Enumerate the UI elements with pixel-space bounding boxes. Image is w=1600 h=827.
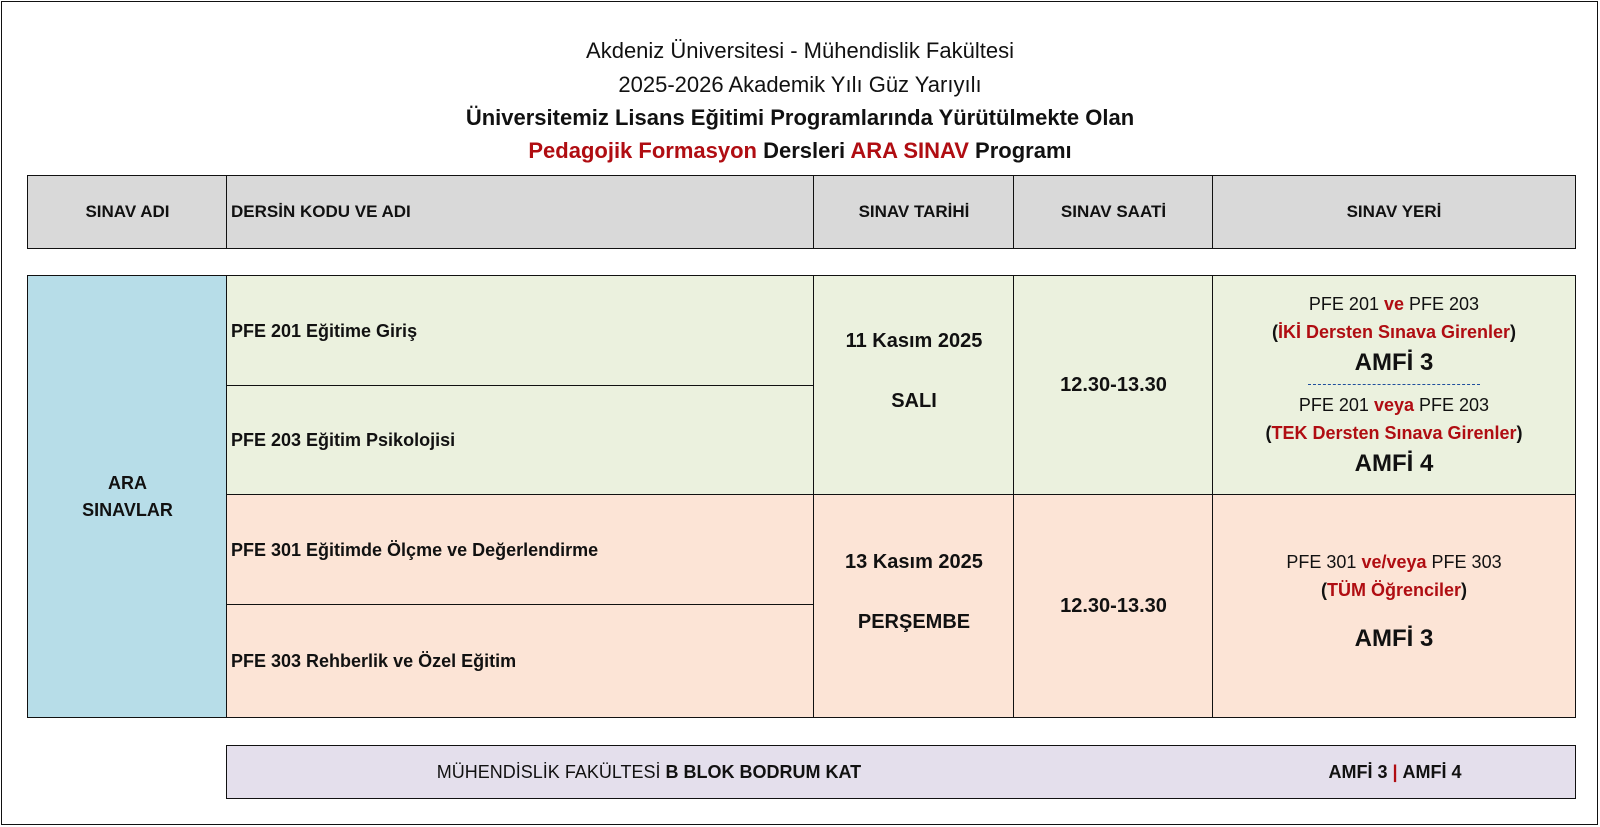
program-title-pedagogy: Pedagojik Formasyon: [528, 138, 757, 163]
course-pfe303: PFE 303 Rehberlik ve Özel Eğitim: [226, 604, 815, 718]
footer-bar: [226, 745, 1576, 799]
program-title-courses: Dersleri: [757, 138, 851, 163]
group1-date: 11 Kasım 2025: [845, 330, 983, 352]
exam-type-cell: [27, 275, 228, 718]
group1-loc-a-note: [1272, 318, 1516, 346]
loc-c-close-paren: ): [1461, 580, 1468, 600]
footer-room2: AMFİ 4: [1402, 761, 1462, 782]
header-date: SINAV TARİHİ: [813, 175, 1015, 249]
header-course: DERSİN KODU VE ADI: [226, 175, 815, 249]
exam-type-line2: SINAVLAR: [82, 499, 173, 520]
group2-date-cell: [813, 494, 1015, 718]
group2-date: 13 Kasım 2025: [845, 550, 983, 573]
loc-b-note-text: TEK Dersten Sınava Girenler: [1271, 423, 1517, 443]
group1-day: SALI: [891, 390, 937, 412]
group1-room-b: AMFİ 4: [1354, 450, 1434, 477]
program-title-program: Programı: [968, 138, 1072, 163]
university-title: Akdeniz Üniversitesi - Mühendislik Fakültesi: [586, 38, 1014, 63]
loc-c-conjunction: ve/veya: [1361, 552, 1427, 572]
header-place: SINAV YERİ: [1212, 175, 1576, 249]
loc-b-conjunction: veya: [1373, 395, 1415, 415]
loc-a-conjunction: ve: [1383, 294, 1405, 314]
program-title-exam: ARA SINAV: [850, 138, 969, 163]
group2-time: 12.30-13.30: [1060, 594, 1167, 617]
course-pfe203: PFE 203 Eğitim Psikolojisi: [226, 385, 815, 496]
header-time: SINAV SAATİ: [1013, 175, 1214, 249]
group2-loc-note: [1321, 576, 1467, 604]
program-title: [0, 138, 1600, 164]
group2-place-cell: [1212, 494, 1576, 718]
footer-separator: |: [1387, 761, 1403, 782]
group1-loc-b-courses: [1299, 391, 1489, 419]
footer-location: [227, 746, 1071, 798]
loc-a-course1: PFE 201: [1308, 294, 1379, 314]
loc-b-course1: PFE 201: [1298, 395, 1369, 415]
group1-room-a: AMFİ 3: [1354, 349, 1434, 376]
group1-date-cell: [813, 275, 1015, 496]
footer-rooms: [1213, 746, 1577, 798]
exam-type-line1: ARA: [108, 472, 147, 493]
group2-loc-courses: [1286, 548, 1501, 576]
group1-place-cell: [1212, 275, 1576, 496]
loc-b-open-paren: (: [1265, 423, 1272, 443]
header-exam-name: SINAV ADI: [27, 175, 228, 249]
loc-b-close-paren: ): [1516, 423, 1523, 443]
loc-a-open-paren: (: [1271, 322, 1278, 342]
footer-room1: AMFİ 3: [1328, 761, 1388, 782]
loc-c-course1: PFE 301: [1286, 552, 1357, 572]
group2-time-cell: [1013, 494, 1214, 718]
group1-time: 12.30-13.30: [1060, 374, 1167, 396]
loc-c-course2: PFE 303: [1431, 552, 1502, 572]
group2-room: AMFİ 3: [1354, 625, 1434, 652]
program-subtitle: Üniversitemiz Lisans Eğitimi Programlarında Yürütülmekte Olan: [465, 105, 1135, 130]
loc-a-close-paren: ): [1510, 322, 1517, 342]
course-pfe301: PFE 301 Eğitimde Ölçme ve Değerlendirme: [226, 494, 815, 606]
term-title: 2025-2026 Akademik Yılı Güz Yarıyılı: [618, 72, 982, 97]
dashed-divider: [1308, 384, 1480, 385]
loc-a-course2: PFE 203: [1409, 294, 1480, 314]
loc-c-note-text: TÜM Öğrenciler: [1326, 580, 1462, 600]
course-pfe201: PFE 201 Eğitime Giriş: [226, 275, 815, 387]
group1-loc-b-note: [1265, 419, 1522, 447]
footer-block: B BLOK BODRUM KAT: [665, 761, 862, 782]
loc-b-course2: PFE 203: [1419, 395, 1490, 415]
loc-a-note-text: İKİ Dersten Sınava Girenler: [1277, 322, 1511, 342]
loc-c-open-paren: (: [1320, 580, 1327, 600]
group1-time-cell: [1013, 275, 1214, 496]
footer-faculty: MÜHENDİSLİK FAKÜLTESİ: [436, 761, 661, 782]
group2-day: PERŞEMBE: [857, 610, 971, 633]
group1-loc-a-courses: [1309, 290, 1479, 318]
